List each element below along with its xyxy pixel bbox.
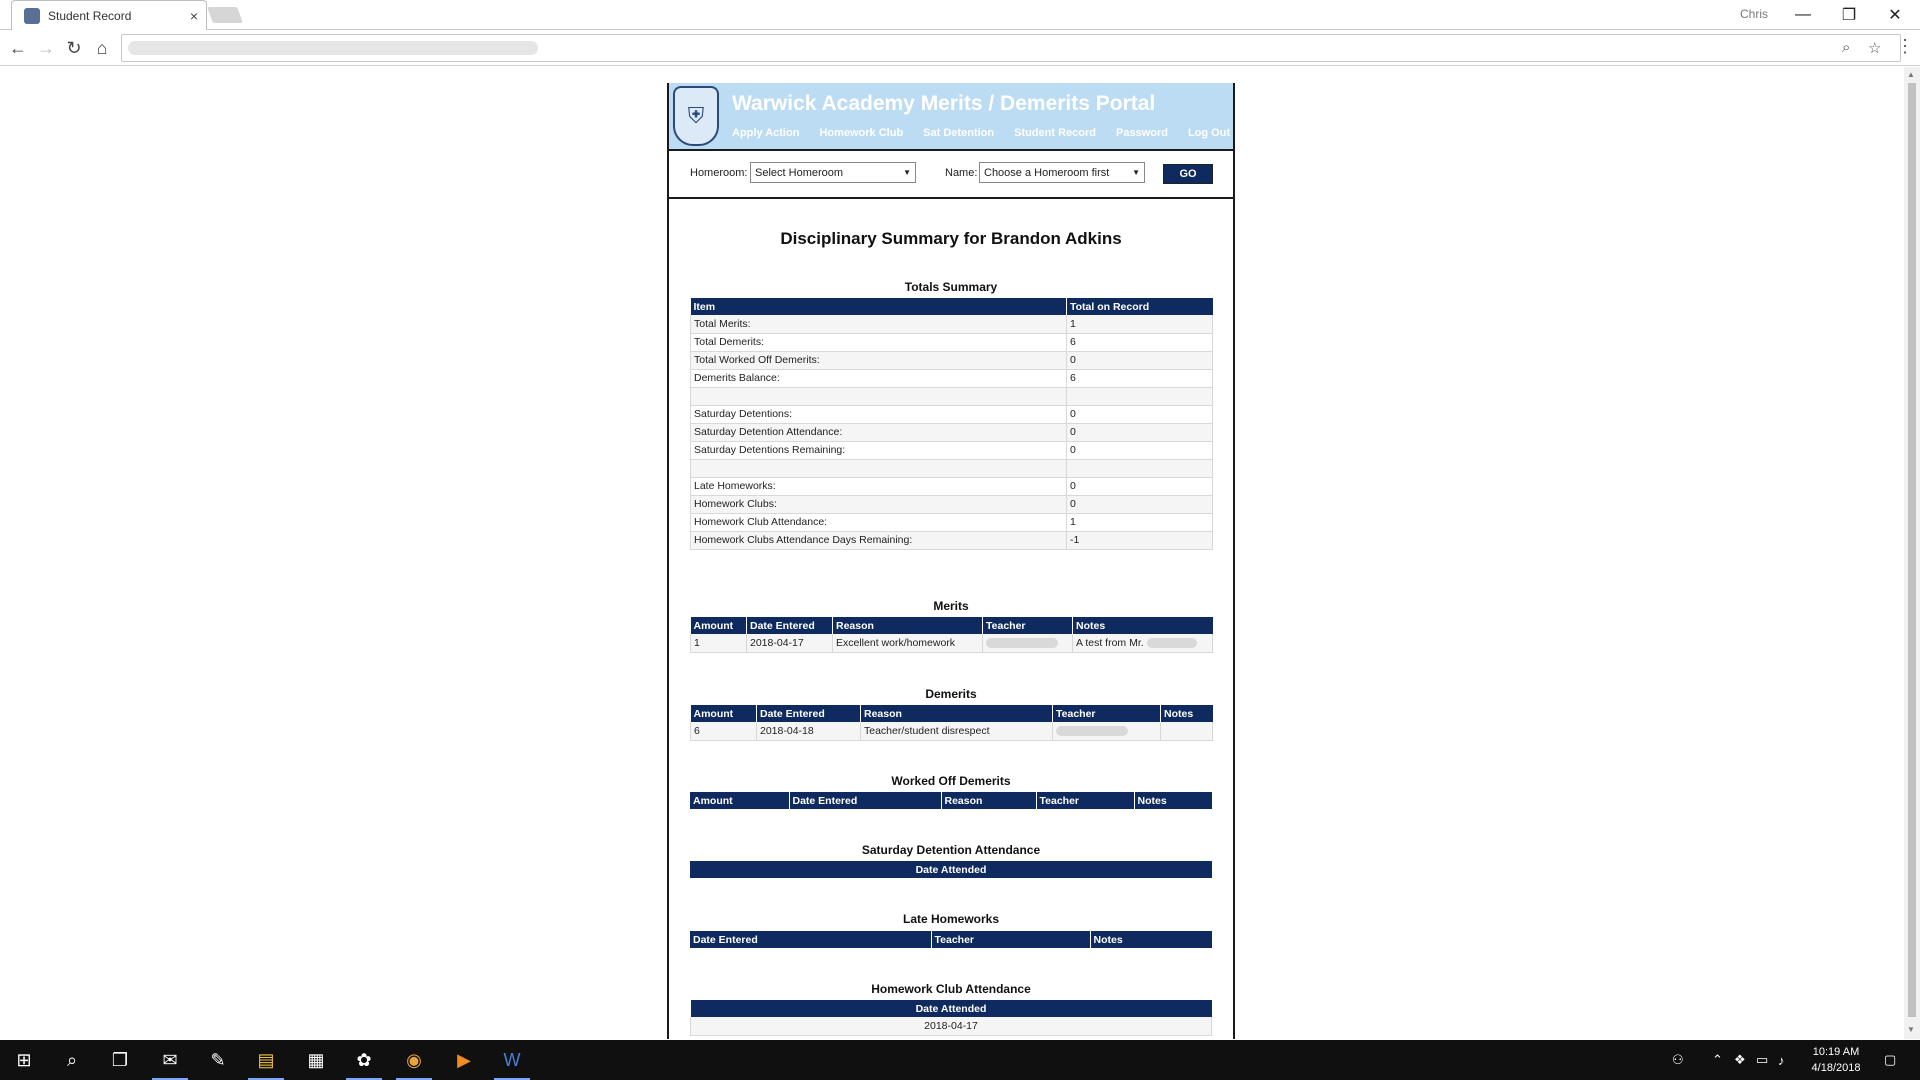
windows-start-icon[interactable]: ⊞	[16, 1049, 32, 1070]
totals-value: 0	[1067, 405, 1213, 423]
portal-banner	[669, 83, 1233, 151]
totals-value: 1	[1067, 513, 1213, 531]
people-icon[interactable]: ⚇	[1672, 1052, 1684, 1067]
late-homeworks-table	[690, 931, 1212, 948]
table-row	[691, 405, 1213, 423]
merit-reason: Excellent work/homework	[833, 634, 983, 652]
portal-page	[667, 83, 1235, 1039]
column-header: Reason	[941, 792, 1036, 809]
totals-value: 0	[1067, 351, 1213, 369]
page-scrollbar[interactable]	[1904, 67, 1920, 1039]
totals-value: -1	[1067, 531, 1213, 549]
demerit-date: 2018-04-18	[757, 722, 861, 740]
portal-title: Warwick Academy Merits / Demerits Portal	[732, 92, 1156, 115]
demerit-amount: 6	[691, 722, 757, 740]
name-select-value: Choose a Homeroom first	[984, 166, 1110, 179]
totals-item	[691, 459, 1067, 477]
worked-off-table	[690, 792, 1212, 809]
column-header: Date Entered	[690, 931, 931, 948]
chevron-down-icon: ▼	[1132, 168, 1140, 177]
merits-table	[690, 617, 1213, 653]
reload-icon[interactable]: ↻	[66, 37, 82, 58]
table-row	[691, 531, 1213, 549]
notepad-icon[interactable]: ✎	[210, 1049, 226, 1070]
zoom-icon[interactable]: ⌕	[1842, 39, 1851, 56]
column-header: Item	[691, 298, 1067, 315]
shield-icon	[24, 8, 40, 24]
column-header: Reason	[833, 617, 983, 634]
table-row	[691, 634, 1213, 652]
page-title: Disciplinary Summary for Brandon Adkins	[780, 229, 1122, 248]
nav-sat-detention[interactable]: Sat Detention	[923, 127, 995, 139]
restore-button[interactable]: ❐	[1841, 7, 1857, 24]
redacted-name	[1056, 726, 1128, 736]
table-row	[691, 495, 1213, 513]
totals-value: 0	[1067, 477, 1213, 495]
totals-value	[1067, 387, 1213, 405]
search-icon[interactable]: ⌕	[66, 1049, 78, 1070]
chrome-icon[interactable]: ◉	[390, 1040, 438, 1080]
page-viewport	[0, 67, 1904, 1039]
redacted-name	[986, 638, 1058, 648]
scroll-thumb[interactable]	[1908, 83, 1916, 1017]
column-header: Date Entered	[747, 617, 833, 634]
column-header: Total on Record	[1067, 298, 1213, 315]
totals-value	[1067, 459, 1213, 477]
table-row	[691, 333, 1213, 351]
windows-taskbar	[0, 1040, 1920, 1080]
scroll-down-icon[interactable]: ▼	[1907, 1025, 1915, 1034]
totals-value: 0	[1067, 441, 1213, 459]
media-player-icon[interactable]: ▶	[457, 1049, 471, 1070]
table-row	[691, 315, 1213, 333]
totals-item	[691, 387, 1067, 405]
taskbar-clock[interactable]	[1796, 1044, 1876, 1076]
totals-item: Saturday Detentions Remaining:	[691, 441, 1067, 459]
homeroom-select-value: Select Homeroom	[755, 166, 844, 179]
totals-item: Homework Club Attendance:	[691, 513, 1067, 531]
demerits-table	[690, 705, 1213, 741]
totals-item: Homework Clubs Attendance Days Remaining:	[691, 531, 1067, 549]
table-row	[691, 369, 1213, 387]
chevron-down-icon: ▼	[903, 168, 911, 177]
totals-item: Total Merits:	[691, 315, 1067, 333]
column-header: Date Entered	[789, 792, 941, 809]
column-header: Notes	[1090, 931, 1212, 948]
column-header: Notes	[1134, 792, 1212, 809]
notifications-icon[interactable]: ▢	[1884, 1052, 1897, 1067]
column-header: Date Attended	[691, 1000, 1212, 1017]
dropbox-icon[interactable]: ❖	[1734, 1052, 1746, 1067]
homeroom-select[interactable]	[750, 162, 916, 183]
totals-table	[690, 298, 1213, 550]
merit-date: 2018-04-17	[747, 634, 833, 652]
go-button[interactable]: GO	[1163, 164, 1213, 184]
clock-time: 10:19 AM	[1812, 1046, 1860, 1058]
totals-item: Late Homeworks:	[691, 477, 1067, 495]
address-bar[interactable]	[121, 34, 1901, 62]
clock-date: 4/18/2018	[1811, 1062, 1861, 1074]
sat-detention-title: Saturday Detention Attendance	[861, 843, 1041, 857]
column-header: Amount	[690, 792, 789, 809]
totals-item: Saturday Detentions:	[691, 405, 1067, 423]
totals-value: 1	[1067, 315, 1213, 333]
table-row	[691, 387, 1213, 405]
table-row	[691, 423, 1213, 441]
column-header: Reason	[861, 705, 1053, 722]
column-header: Teacher	[1036, 792, 1134, 809]
forward-arrow-icon[interactable]: →	[37, 37, 55, 58]
tab-student-record[interactable]	[11, 0, 207, 30]
table-row	[691, 477, 1213, 495]
word-icon[interactable]: W	[488, 1040, 536, 1080]
star-icon[interactable]: ☆	[1868, 40, 1882, 57]
calculator-icon[interactable]: ▦	[307, 1049, 325, 1070]
merits-title: Merits	[933, 599, 969, 613]
task-view-icon[interactable]: ❐	[111, 1049, 129, 1070]
totals-item: Demerits Balance:	[691, 369, 1067, 387]
nav-log-out[interactable]: Log Out	[1187, 127, 1231, 139]
sat-detention-table	[690, 861, 1212, 878]
column-header: Notes	[1161, 705, 1213, 722]
column-header: Notes	[1073, 617, 1213, 634]
totals-item: Total Worked Off Demerits:	[691, 351, 1067, 369]
menu-icon[interactable]: ⋮	[1896, 36, 1914, 56]
profile-name[interactable]: Chris	[1740, 7, 1769, 21]
totals-value: 6	[1067, 333, 1213, 351]
merit-teacher	[983, 634, 1073, 652]
totals-item: Homework Clubs:	[691, 495, 1067, 513]
school-crest-icon: ⛨	[673, 86, 719, 146]
nav-apply-action[interactable]: Apply Action	[732, 127, 800, 139]
column-header: Amount	[691, 705, 757, 722]
column-header: Teacher	[1053, 705, 1161, 722]
nav-password[interactable]: Password	[1115, 127, 1168, 139]
column-header: Amount	[691, 617, 747, 634]
demerit-reason: Teacher/student disrespect	[861, 722, 1053, 740]
column-header: Teacher	[931, 931, 1090, 948]
home-icon[interactable]: ⌂	[96, 37, 108, 58]
tab-title: Student Record	[48, 8, 132, 23]
homework-club-title: Homework Club Attendance	[871, 982, 1031, 996]
worked-off-title: Worked Off Demerits	[891, 774, 1011, 788]
nav-student-record[interactable]: Student Record	[1014, 127, 1096, 139]
browser-toolbar	[0, 30, 1920, 66]
merit-notes	[1073, 634, 1213, 652]
table-row	[691, 459, 1213, 477]
new-tab-button[interactable]	[207, 7, 243, 23]
homework-club-table	[690, 1000, 1212, 1036]
totals-item: Total Demerits:	[691, 333, 1067, 351]
table-row	[691, 722, 1213, 740]
late-homeworks-title: Late Homeworks	[902, 912, 1000, 926]
name-label: Name:	[945, 167, 978, 179]
student-selector	[669, 151, 1233, 199]
paint-icon[interactable]: ✿	[340, 1040, 388, 1080]
network-icon[interactable]: ▭	[1756, 1052, 1769, 1067]
totals-title: Totals Summary	[904, 280, 998, 294]
totals-item: Saturday Detention Attendance:	[691, 423, 1067, 441]
demerit-teacher	[1053, 722, 1161, 740]
back-arrow-icon[interactable]: ←	[9, 37, 27, 58]
demerit-notes	[1161, 722, 1213, 740]
table-row	[691, 1017, 1212, 1035]
column-header: Teacher	[983, 617, 1073, 634]
table-row	[691, 441, 1213, 459]
redacted-name	[1147, 638, 1197, 648]
window-close-button[interactable]: ✕	[1888, 7, 1902, 24]
totals-value: 0	[1067, 423, 1213, 441]
file-explorer-icon[interactable]: ▤	[242, 1040, 290, 1080]
table-row	[691, 351, 1213, 369]
scroll-up-icon[interactable]: ▲	[1907, 70, 1915, 79]
merit-amount: 1	[691, 634, 747, 652]
column-header: Date Attended	[690, 861, 1212, 878]
chevron-up-icon[interactable]: ⌃	[1712, 1052, 1723, 1067]
merit-notes-text: A test from Mr.	[1076, 636, 1144, 649]
portal-nav	[732, 127, 1230, 139]
table-row	[691, 513, 1213, 531]
browser-tab-bar	[0, 0, 1920, 30]
demerits-title: Demerits	[925, 687, 977, 701]
mail-icon[interactable]: ✉	[146, 1040, 194, 1080]
column-header: Date Entered	[757, 705, 861, 722]
url-redacted	[128, 41, 538, 55]
attendance-date: 2018-04-17	[691, 1017, 1212, 1035]
volume-icon[interactable]: ♪	[1778, 1052, 1785, 1068]
homeroom-label: Homeroom:	[690, 167, 748, 179]
totals-value: 0	[1067, 495, 1213, 513]
nav-homework-club[interactable]: Homework Club	[819, 127, 904, 139]
totals-value: 6	[1067, 369, 1213, 387]
minimize-button[interactable]: —	[1795, 6, 1811, 23]
name-select[interactable]	[979, 162, 1145, 183]
close-icon[interactable]: ×	[189, 7, 198, 24]
